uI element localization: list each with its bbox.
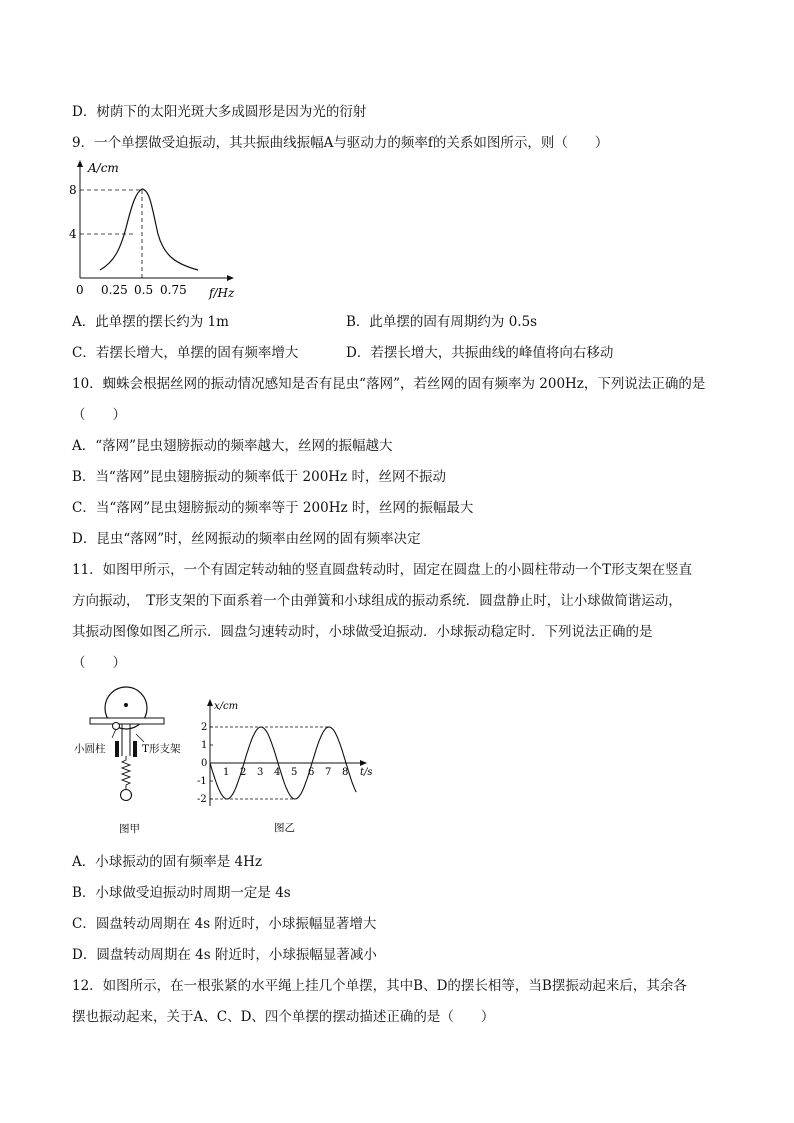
y-tick-4: 4	[69, 227, 77, 241]
y-tick-neg1: -1	[197, 776, 207, 787]
q10-option-c: C．当“落网”昆虫翅膀振动的频率等于 200Hz 时，丝网的振幅最大	[72, 500, 474, 516]
x-tick-0.75: 0.75	[160, 283, 187, 297]
apparatus-figure-jia	[72, 686, 202, 836]
t-axis-arrow	[360, 760, 367, 766]
t-axis-label: t/s	[360, 767, 373, 778]
label-small-cylinder: 小圆柱	[74, 743, 106, 755]
q11-option-a: A．小球振动的固有频率是 4Hz	[72, 854, 263, 870]
q10-stem-bracket: （ ）	[72, 407, 126, 423]
disc-axis	[124, 703, 128, 707]
y-axis-arrow	[77, 160, 83, 167]
x-tick-6: 6	[308, 767, 315, 778]
cylinder-label-leader	[112, 729, 116, 738]
x-tick-4: 4	[274, 767, 281, 778]
q10-option-b: B．当“落网”昆虫翅膀振动的频率低于 200Hz 时，丝网不振动	[72, 469, 446, 485]
q12-stem-line-1: 12．如图所示，在一根张紧的水平绳上挂几个单摆，其中B、D的摆长相等，当B摆振动起来后，其余各	[72, 978, 687, 994]
q10-option-a: A．“落网”昆虫翅膀振动的频率越大，丝网的振幅越大	[72, 438, 393, 454]
q10-stem: 10．蜘蛛会根据丝网的振动情况感知是否有昆虫“落网”，若丝网的固有频率为 200Hz，下列说法正确的是	[72, 376, 706, 392]
x-axis-label: f/Hz	[209, 286, 235, 300]
q9-option-b: B．此单摆的固有周期约为 0.5s	[346, 314, 538, 330]
q8-option-d: D．树荫下的太阳光斑大多成圆形是因为光的衍射	[72, 104, 367, 120]
y-axis-label: A/cm	[88, 161, 119, 175]
x-tick-1: 1	[223, 767, 230, 778]
y-axis-label: x/cm	[214, 701, 239, 712]
resonance-curve-graph	[69, 158, 242, 300]
q11-option-b: B．小球做受迫振动时周期一定是 4s	[72, 885, 291, 901]
q9-option-d: D．若摆长增大，共振曲线的峰值将向右移动	[346, 345, 614, 361]
q9-stem: 9．一个单摆做受迫振动，其共振曲线振幅A与驱动力的频率f的关系如图所示，则（ ）	[72, 135, 609, 151]
x-tick-2: 2	[240, 767, 247, 778]
y-tick-2: 2	[201, 722, 208, 733]
x-tick-0.5: 0.5	[134, 283, 154, 297]
q11-stem-line-2: 方向振动， T形支架的下面系着一个由弹簧和小球组成的振动系统．圆盘静止时，让小球做简谐运动，	[72, 593, 682, 609]
q9-option-c: C．若摆长增大，单摆的固有频率增大	[72, 345, 299, 361]
y-tick-0: 0	[201, 758, 208, 769]
q11-option-d: D．圆盘转动周期在 4s 附近时，小球振幅显著减小	[72, 947, 377, 963]
vibration-graph-yi	[196, 694, 386, 836]
x-tick-8: 8	[342, 767, 349, 778]
ball	[121, 790, 132, 801]
spring	[122, 756, 130, 789]
x-tick-5: 5	[291, 767, 298, 778]
q11-stem-line-3: 其振动图像如图乙所示．圆盘匀速转动时，小球做受迫振动．小球振动稳定时．下列说法正确的是	[72, 624, 653, 640]
x-tick-7: 7	[325, 767, 332, 778]
caption-jia: 图甲	[119, 823, 140, 835]
label-t-frame: T形支架	[142, 743, 181, 755]
q10-option-d: D．昆虫“落网”时，丝网振动的频率由丝网的固有频率决定	[72, 531, 421, 547]
frame-label-leader	[136, 734, 144, 742]
y-axis-arrow	[207, 699, 213, 706]
x-tick-3: 3	[257, 767, 264, 778]
y-tick-8: 8	[69, 183, 77, 197]
y-tick-1: 1	[201, 740, 208, 751]
guide-block-right	[133, 741, 137, 757]
small-cylinder	[113, 723, 120, 730]
q9-option-a: A．此单摆的摆长约为 1m	[72, 314, 229, 330]
q12-stem-line-2: 摆也振动起来，关于A、C、D、四个单摆的摆动描述正确的是（ ）	[72, 1009, 495, 1025]
x-axis-arrow	[227, 275, 234, 281]
caption-yi: 图乙	[274, 822, 295, 834]
q11-option-c: C．圆盘转动周期在 4s 附近时，小球振幅显著增大	[72, 916, 377, 932]
y-tick-neg2: -2	[197, 794, 207, 805]
t-frame-crossbar	[90, 718, 164, 724]
resonance-curve	[100, 189, 198, 270]
x-tick-0.25: 0.25	[101, 283, 128, 297]
q11-stem-bracket: （ ）	[72, 655, 126, 671]
x-tick-0: 0	[76, 283, 84, 297]
guide-block-left	[115, 741, 119, 757]
q11-stem-line-1: 11．如图甲所示，一个有固定转动轴的竖直圆盘转动时，固定在圆盘上的小圆柱带动一个T形支架在竖直	[72, 562, 693, 578]
